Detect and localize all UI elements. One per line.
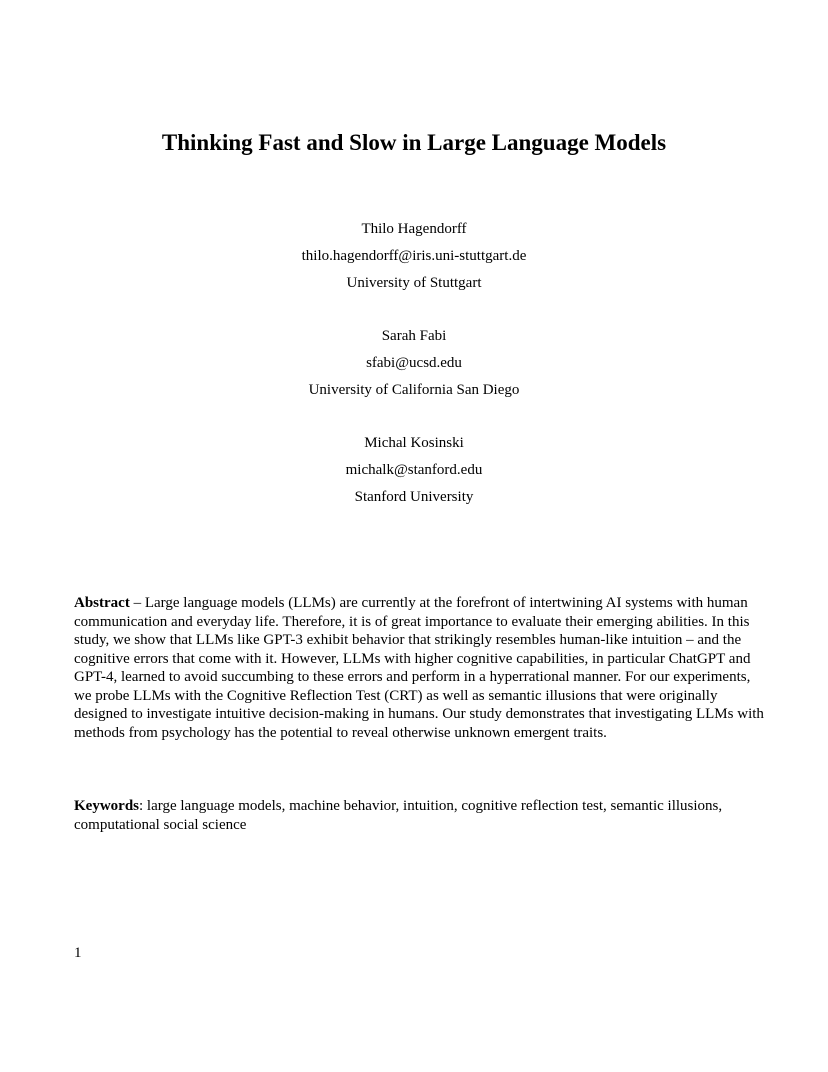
author-affiliation: University of California San Diego [308,382,520,398]
paper-title: Thinking Fast and Slow in Large Language Models [161,130,667,155]
author-email: sfabi@ucsd.edu [366,355,462,371]
author-block [0,323,828,404]
author-list [0,216,828,537]
page-number: 1 [74,945,82,961]
keywords-text: : large language models, machine behavior, intuition, cognitive reflection test, semantic illusions, computational social science [74,798,723,833]
author-name: Thilo Hagendorff [361,221,467,237]
author-email: michalk@stanford.edu [345,462,483,478]
author-email: thilo.hagendorff@iris.uni-stuttgart.de [301,248,527,264]
keywords-label: Keywords [74,798,139,814]
keywords [74,797,764,834]
abstract-text: – Large language models (LLMs) are currently at the forefront of intertwining AI systems with human communication and everyday life. Therefore, it is of great importance to evaluate their emerging abilities. In this study, we show that LLMs like GPT-3 exhibit behavior that strikingly resembles human-like intuition – and the cognitive errors that come with it. However, LLMs with higher cognitive capabilities, in particular ChatGPT and GPT-4, learned to avoid succumbing to these errors and perform in a hyperrational manner. For our experiments, we probe LLMs with the Cognitive Reflection Test (CRT) as well as semantic illusions that were originally designed to investigate intuitive decision-making in humans. Our study demonstrates that investigating LLMs with methods from psychology has the potential to reveal otherwise unknown emergent traits. [74,595,764,741]
author-affiliation: Stanford University [354,489,474,505]
author-name: Sarah Fabi [381,328,447,344]
abstract [74,594,764,742]
abstract-label: Abstract [74,595,130,611]
author-block [0,216,828,297]
author-affiliation: University of Stuttgart [346,275,482,291]
author-name: Michal Kosinski [364,435,464,451]
author-block [0,430,828,511]
